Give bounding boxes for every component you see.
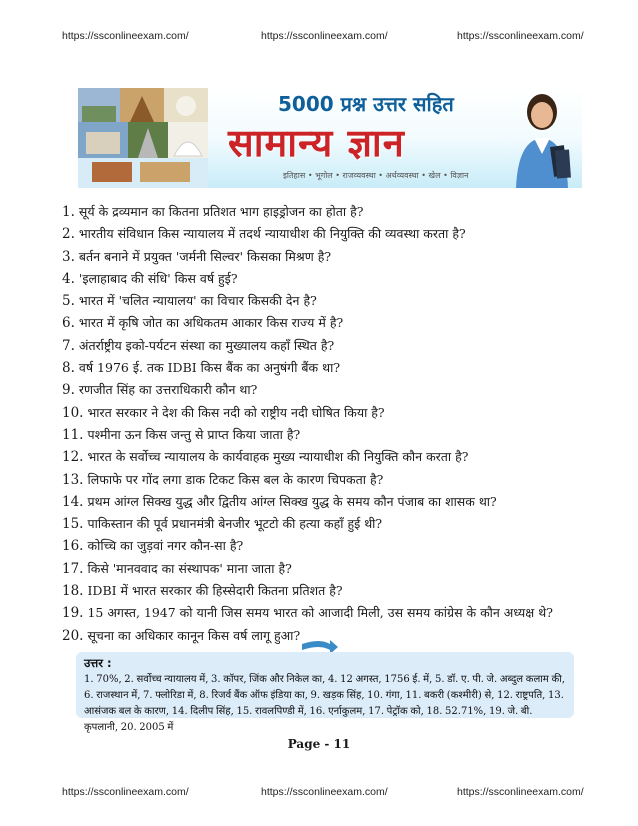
question-text: किसे 'मानववाद का संस्थापक' माना जाता है? xyxy=(87,560,292,576)
question-text: भारतीय संविधान किस न्यायालय में तदर्थ न्यायाधीश की नियुक्ति की व्यवस्था करता है? xyxy=(78,226,466,242)
question-text: पश्मीना ऊन किस जन्तु से प्राप्त किया जाता है? xyxy=(87,426,301,442)
question-number: 17. xyxy=(62,560,84,577)
banner-subtitle: इतिहास • भूगोल • राजव्यवस्था • अर्थव्यवस्था • खेल • विज्ञान xyxy=(283,171,469,180)
question-text: प्रथम आंग्ल सिक्ख युद्ध और द्वितीय आंग्ल सिक्ख युद्ध के समय कौन पंजाब का शासक था? xyxy=(87,493,497,509)
question-item xyxy=(62,379,582,401)
question-text: IDBI में भारत सरकार की हिस्सेदारी कितना प्रतिशत है? xyxy=(87,583,343,599)
header-url-right[interactable]: https://ssconlineexam.com/ xyxy=(457,30,584,42)
question-text: भारत सरकार ने देश की किस नदी को राष्ट्रीय नदी घोषित किया है? xyxy=(87,404,385,420)
question-text: भारत के सर्वोच्च न्यायालय के कार्यवाहक मुख्य न्यायाधीश की नियुक्ति कौन करता है? xyxy=(87,449,469,465)
answer-heading: उत्तर : xyxy=(84,656,112,670)
question-item xyxy=(62,312,582,334)
question-text: 15 अगस्त, 1947 को यानी जिस समय भारत को आजादी मिली, उस समय कांग्रेस के कौन अध्यक्ष थे? xyxy=(87,605,553,621)
question-item xyxy=(62,357,582,379)
question-item xyxy=(62,580,582,602)
footer-url-center[interactable]: https://ssconlineexam.com/ xyxy=(261,786,388,798)
question-text: कोच्चि का जुड़वां नगर कौन-सा है? xyxy=(87,538,244,554)
question-number: 16. xyxy=(62,538,84,555)
question-item xyxy=(62,223,582,245)
question-item xyxy=(62,513,582,535)
question-number: 10. xyxy=(62,404,84,421)
question-number: 19. xyxy=(62,605,84,622)
book-banner xyxy=(78,88,582,188)
question-text: भारत में कृषि जोत का अधिकतम आकार किस राज्य में है? xyxy=(78,315,344,331)
question-number: 20. xyxy=(62,627,84,644)
question-item xyxy=(62,268,582,290)
question-number: 12. xyxy=(62,449,84,466)
question-text: अंतर्राष्ट्रीय इको-पर्यटन संस्था का मुख्यालय कहाँ स्थित है? xyxy=(78,337,335,353)
question-item xyxy=(62,469,582,491)
question-text: पाकिस्तान की पूर्व प्रधानमंत्री बेनजीर भूटटो की हत्या कहाँ हुई थी? xyxy=(87,516,383,532)
question-number: 15. xyxy=(62,516,84,533)
question-number: 5. xyxy=(62,293,75,310)
question-item xyxy=(62,446,582,468)
question-number: 6. xyxy=(62,315,75,332)
banner-title-main: सामान्य ज्ञान xyxy=(228,121,405,165)
footer-url-right[interactable]: https://ssconlineexam.com/ xyxy=(457,786,584,798)
question-number: 8. xyxy=(62,360,75,377)
question-number: 1. xyxy=(62,204,75,220)
question-text: वर्ष 1976 ई. तक IDBI किस बैंक का अनुषंगी बैंक था? xyxy=(78,360,341,376)
question-item xyxy=(62,602,582,624)
question-number: 9. xyxy=(62,382,75,399)
landmarks-collage-image xyxy=(78,88,208,188)
question-number: 11. xyxy=(62,426,84,443)
student-girl-image xyxy=(502,88,582,188)
banner-title-top: 5000 प्रश्न उत्तर सहित xyxy=(278,92,454,116)
question-number: 3. xyxy=(62,248,75,265)
question-number: 7. xyxy=(62,337,75,354)
question-number: 4. xyxy=(62,270,75,287)
question-text: सूर्य के द्रव्यमान का कितना प्रतिशत भाग हाइड्रोजन का होता है? xyxy=(78,204,364,219)
question-text: रणजीत सिंह का उत्तराधिकारी कौन था? xyxy=(78,382,258,398)
question-item xyxy=(62,424,582,446)
question-list xyxy=(62,201,582,647)
question-text: सूचना का अधिकार कानून किस वर्ष लागू हुआ? xyxy=(87,627,301,643)
question-text: भारत में 'चलित न्यायालय' का विचार किसकी देन है? xyxy=(78,293,317,309)
answer-text: 1. 70%, 2. सर्वोच्च न्यायालय में, 3. कॉपर, जिंक और निकेल का, 4. 12 अगस्त, 1756 ई. में, 5. डॉ. ए. पी. जे. अब्दुल कलाम की, 6. राजस्थान में, 7. फ्लोरिडा में, 8. रिजर्व बैंक ऑफ इंडिया का, 9. खड़क सिंह, 10. गंगा, 11. बकरी (कश्मीरी) से, 12. राष्ट्रपति, 13. आसंजक बल के कारण, 14. दिलीप सिंह, 15. रावलपिण्डी में, 16. एर्नाकुलम, 17. पेट्रॉक को, 18. 52.71%, 19. जे. बी. कृपलानी, 20. 2005 में xyxy=(84,674,565,733)
question-item xyxy=(62,491,582,513)
question-text: बर्तन बनाने में प्रयुक्त 'जर्मनी सिल्वर' किसका मिश्रण है? xyxy=(78,248,332,264)
answer-box xyxy=(76,652,574,733)
question-number: 2. xyxy=(62,226,75,243)
question-text: लिफाफे पर गोंद लगा डाक टिकट किस बल के कारण चिपकता है? xyxy=(87,471,384,487)
question-item xyxy=(62,246,582,268)
question-text: 'इलाहाबाद की संधि' किस वर्ष हुई? xyxy=(78,270,238,286)
question-item xyxy=(62,535,582,557)
question-item xyxy=(62,201,582,223)
header-url-left[interactable]: https://ssconlineexam.com/ xyxy=(62,30,189,42)
question-number: 14. xyxy=(62,493,84,510)
page-number: Page - 11 xyxy=(287,737,351,751)
question-item xyxy=(62,290,582,312)
question-number: 18. xyxy=(62,583,84,600)
header-url-center[interactable]: https://ssconlineexam.com/ xyxy=(261,30,388,42)
question-item xyxy=(62,402,582,424)
footer-url-left[interactable]: https://ssconlineexam.com/ xyxy=(62,786,189,798)
question-item xyxy=(62,335,582,357)
question-number: 13. xyxy=(62,471,84,488)
question-item xyxy=(62,558,582,580)
